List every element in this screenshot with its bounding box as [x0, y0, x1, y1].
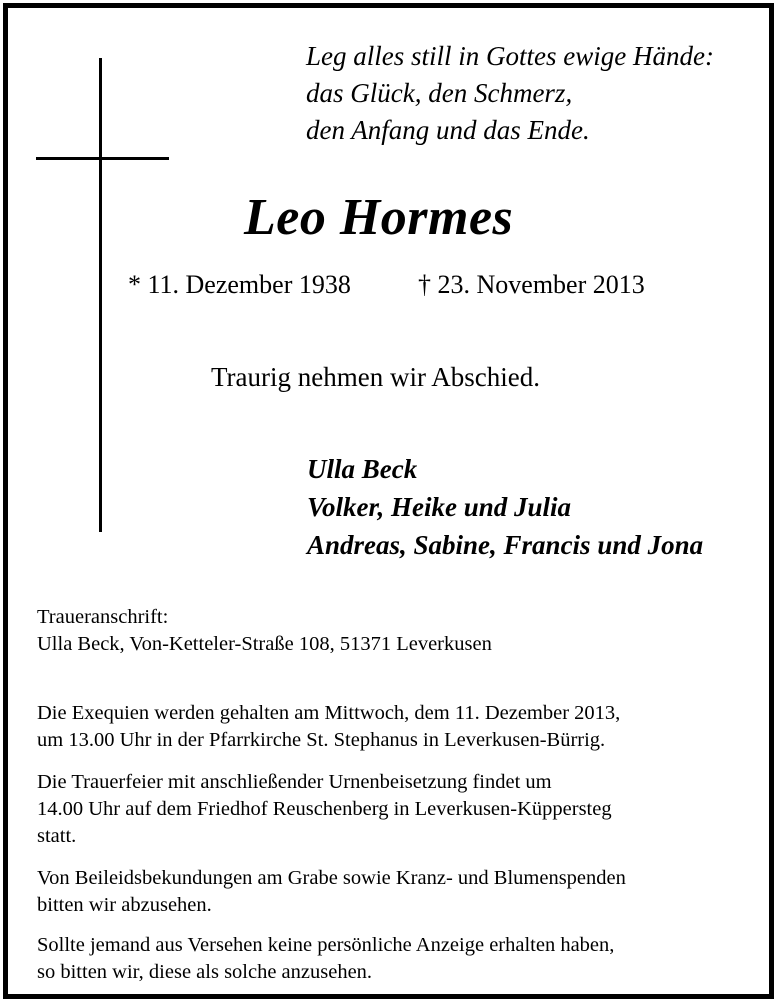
paragraph-trauerfeier: [37, 769, 612, 850]
family-member: Andreas, Sabine, Francis und Jona: [307, 530, 704, 560]
address-label: Traueranschrift:: [37, 606, 169, 628]
family-list: [307, 450, 703, 564]
paragraph-notice: [37, 932, 614, 986]
verse-line-3: den Anfang und das Ende.: [306, 115, 590, 145]
death-date: † 23. November 2013: [418, 270, 645, 299]
mourning-address: [37, 604, 492, 658]
family-member: Ulla Beck: [307, 454, 418, 484]
family-member: Volker, Heike und Julia: [307, 492, 572, 522]
farewell-text: Traurig nehmen wir Abschied.: [211, 362, 540, 392]
paragraph-line: Sollte jemand aus Versehen keine persönliche Anzeige erhalten haben,: [37, 934, 615, 956]
verse-line-2: das Glück, den Schmerz,: [306, 78, 573, 108]
paragraph-line: Von Beileidsbekundungen am Grabe sowie Kranz- und Blumenspenden: [37, 867, 626, 889]
paragraph-exequien: [37, 700, 620, 754]
verse: [306, 38, 714, 149]
notice-frame: [3, 3, 774, 999]
paragraph-line: um 13.00 Uhr in der Pfarrkirche St. Stephanus in Leverkusen-Bürrig.: [37, 729, 606, 751]
birth-date: * 11. Dezember 1938: [128, 270, 351, 299]
verse-line-1: Leg alles still in Gottes ewige Hände:: [306, 41, 714, 71]
paragraph-line: so bitten wir, diese als solche anzusehen.: [37, 961, 373, 983]
cross-horizontal-bar: [36, 157, 169, 160]
paragraph-line: Die Exequien werden gehalten am Mittwoch, dem 11. Dezember 2013,: [37, 702, 621, 724]
address-value: Ulla Beck, Von-Ketteler-Straße 108, 51371 Leverkusen: [37, 633, 492, 655]
deceased-name: Leo Hormes: [244, 189, 514, 246]
paragraph-line: bitten wir abzusehen.: [37, 894, 212, 916]
paragraph-line: statt.: [37, 825, 77, 847]
paragraph-line: Die Trauerfeier mit anschließender Urnenbeisetzung findet um: [37, 771, 552, 793]
cross-vertical-bar: [99, 58, 102, 532]
paragraph-line: 14.00 Uhr auf dem Friedhof Reuschenberg in Leverkusen-Küppersteg: [37, 798, 612, 820]
paragraph-condolences: [37, 865, 626, 919]
